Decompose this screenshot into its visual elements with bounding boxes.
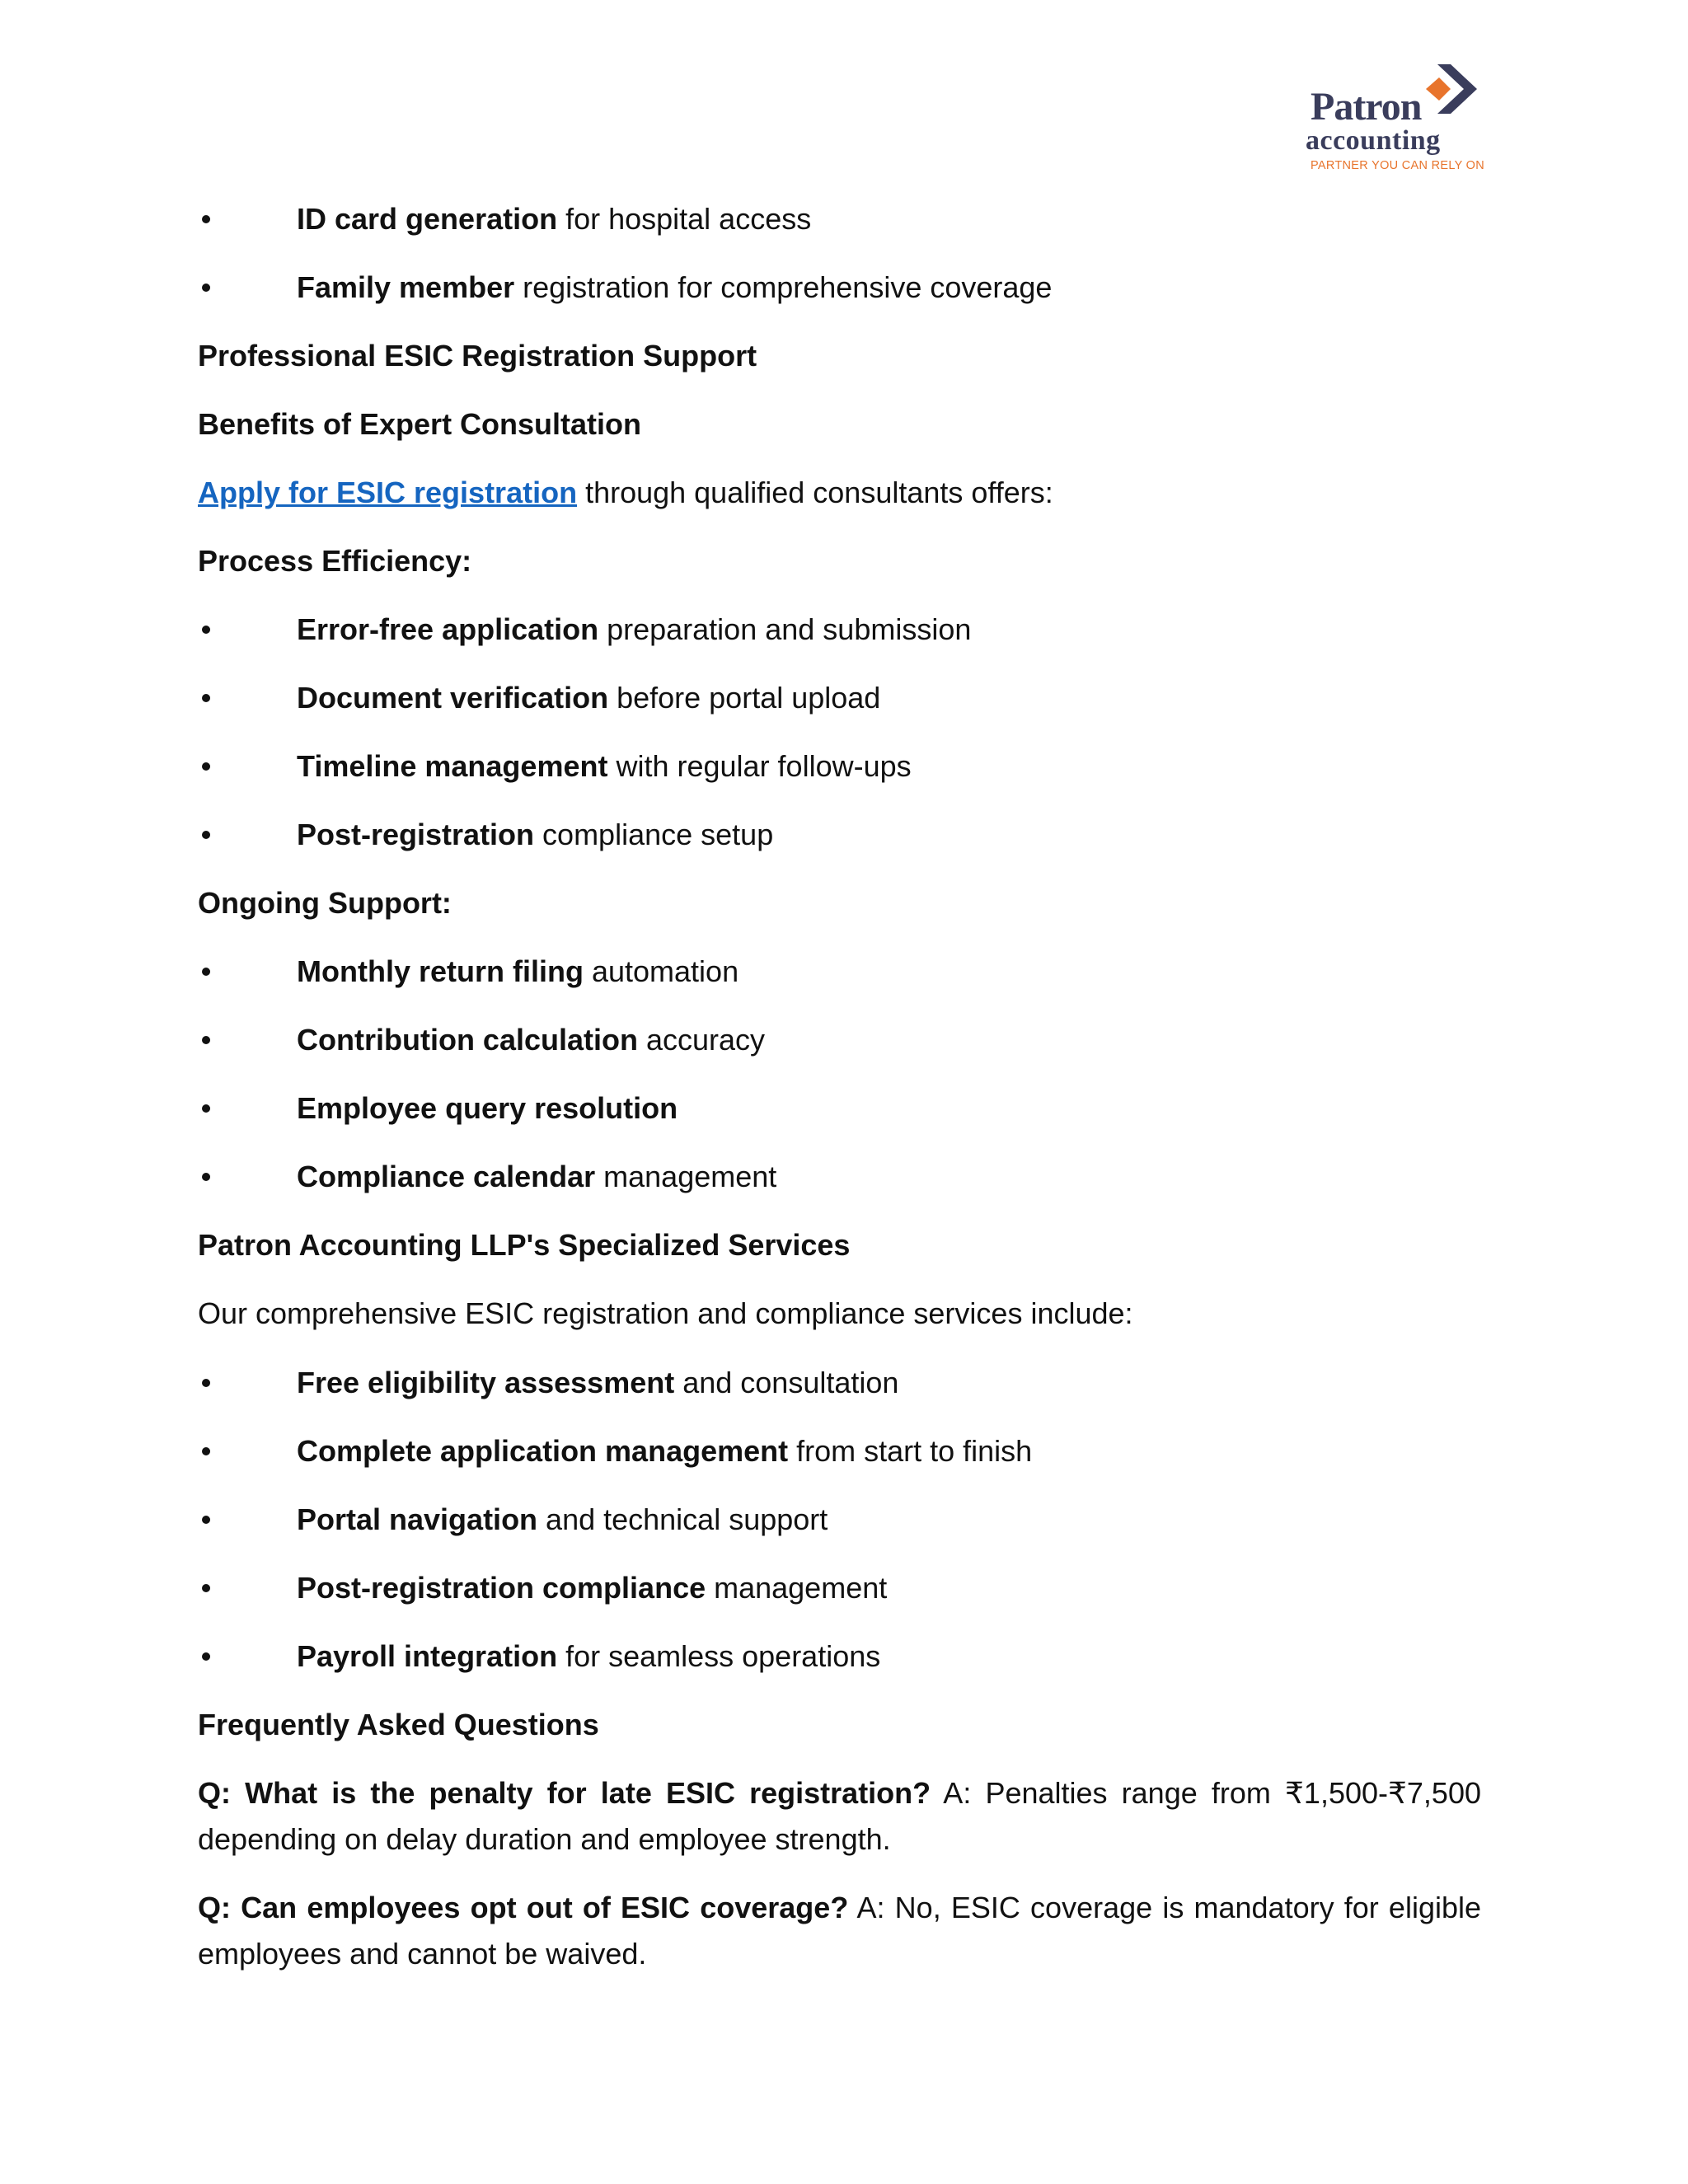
bullet-icon bbox=[202, 1173, 210, 1181]
logo-name-bottom: accounting bbox=[1306, 125, 1441, 156]
faq-item bbox=[198, 1885, 1481, 1977]
list-item: Error-free application preparation and submission bbox=[297, 613, 971, 646]
bullet-icon bbox=[202, 1104, 210, 1113]
bullet-icon bbox=[202, 1516, 210, 1524]
list-item: Document verification before portal upload bbox=[297, 682, 880, 715]
apply-esic-link[interactable]: Apply for ESIC registration bbox=[198, 476, 578, 509]
apply-paragraph: Apply for ESIC registration through qualified consultants offers: bbox=[198, 476, 1053, 509]
list-item: ID card generation for hospital access bbox=[297, 203, 811, 236]
faq-answer: A: No, ESIC coverage is mandatory for eligible employees and cannot be waived. bbox=[198, 1891, 1482, 1971]
bullet-icon bbox=[202, 1447, 210, 1455]
bullet-icon bbox=[202, 762, 210, 771]
logo-tagline: PARTNER YOU CAN RELY ON bbox=[1311, 159, 1485, 172]
faq-question: Q: Can employees opt out of ESIC coverage? bbox=[198, 1891, 849, 1924]
bullet-icon bbox=[202, 215, 210, 223]
bullet-icon bbox=[202, 694, 210, 702]
list-item: Free eligibility assessment and consultation bbox=[297, 1366, 898, 1399]
bullet-icon bbox=[202, 831, 210, 839]
list-item: Monthly return filing automation bbox=[297, 955, 738, 988]
faq-item bbox=[198, 1770, 1481, 1863]
logo-name-top: Patron bbox=[1311, 85, 1422, 129]
list-item: Compliance calendar management bbox=[297, 1160, 776, 1193]
section-heading: Benefits of Expert Consultation bbox=[198, 407, 642, 441]
section-heading: Ongoing Support: bbox=[198, 886, 452, 920]
section-heading: Patron Accounting LLP's Specialized Services bbox=[198, 1228, 851, 1262]
list-item: Payroll integration for seamless operations bbox=[297, 1640, 880, 1673]
section-heading: Professional ESIC Registration Support bbox=[198, 339, 757, 373]
bullet-icon bbox=[202, 1036, 210, 1044]
patron-accounting-logo bbox=[1304, 61, 1493, 176]
faq-question: Q: What is the penalty for late ESIC registration? bbox=[198, 1776, 931, 1810]
faq-answer: A: Penalties range from ₹1,500-₹7,500 depending on delay duration and employee strength. bbox=[198, 1776, 1481, 1856]
services-intro: Our comprehensive ESIC registration and compliance services include: bbox=[198, 1296, 1133, 1330]
list-item: Post-registration compliance management bbox=[297, 1572, 887, 1605]
list-item: Complete application management from start to finish bbox=[297, 1435, 1032, 1468]
bullet-icon bbox=[202, 1379, 210, 1387]
bullet-icon bbox=[202, 968, 210, 976]
bullet-icon bbox=[202, 284, 210, 292]
list-item: Portal navigation and technical support bbox=[297, 1503, 828, 1536]
list-item: Timeline management with regular follow-ups bbox=[297, 750, 912, 783]
list-item: Family member registration for comprehensive coverage bbox=[297, 271, 1052, 304]
section-heading: Process Efficiency: bbox=[198, 544, 472, 578]
list-item: Contribution calculation accuracy bbox=[297, 1024, 765, 1057]
list-item: Post-registration compliance setup bbox=[297, 818, 773, 851]
bullet-icon bbox=[202, 1584, 210, 1592]
bullet-icon bbox=[202, 626, 210, 634]
list-item: Employee query resolution bbox=[297, 1092, 678, 1125]
logo-chevron-icon bbox=[1426, 63, 1480, 117]
section-heading: Frequently Asked Questions bbox=[198, 1708, 599, 1741]
bullet-icon bbox=[202, 1652, 210, 1661]
